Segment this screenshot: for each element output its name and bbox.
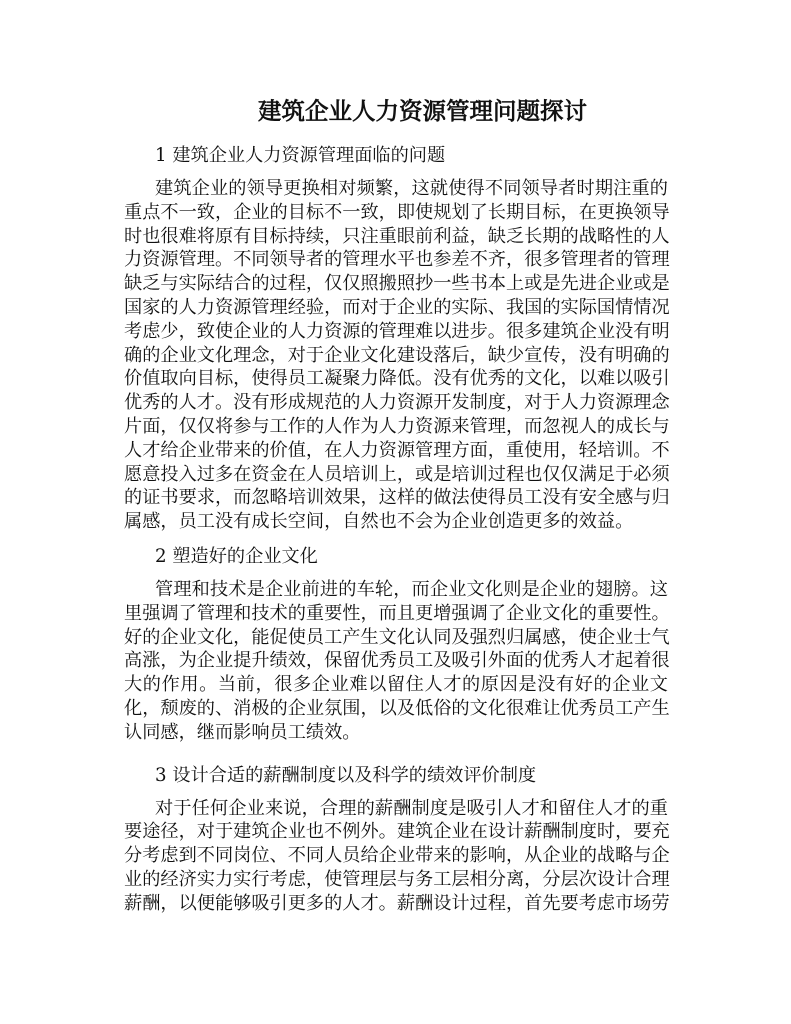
paragraph-line: 要途径，对于建筑企业也不例外。建筑企业在设计薪酬制度时，要充 [124, 821, 670, 843]
section-3 [124, 763, 668, 916]
section-heading: 1 建筑企业人力资源管理面临的问题 [155, 145, 446, 166]
paragraph-line: 认同感，继而影响员工绩效。 [124, 721, 361, 743]
paragraph-line: 大的作用。当前，很多企业难以留住人才的原因是没有好的企业文 [124, 674, 668, 696]
paragraph-line: 愿意投入过多在资金在人员培训上，或是培训过程也仅仅满足于必须 [124, 463, 670, 485]
section-paragraph [124, 578, 668, 745]
paragraph-line: 化，颓废的、消极的企业氛围，以及低俗的文化很难让优秀员工产生 [124, 697, 670, 719]
section-paragraph [124, 797, 668, 916]
paragraph-line: 确的企业文化理念，对于企业文化建设落后，缺少宣传，没有明确的 [124, 344, 670, 366]
paragraph-line: 管理和技术是企业前进的车轮，而企业文化则是企业的翅膀。这 [155, 578, 668, 600]
paragraph-line: 薪酬，以便能够吸引更多的人才。薪酬设计过程，首先要考虑市场劳 [124, 892, 670, 914]
paragraph-line: 对于任何企业来说，合理的薪酬制度是吸引人才和留住人才的重 [155, 797, 668, 819]
paragraph-line: 属感，员工没有成长空间，自然也不会为企业创造更多的效益。 [124, 511, 634, 533]
document-title: 建筑企业人力资源管理问题探讨 [258, 97, 587, 125]
paragraph-line: 国家的人力资源管理经验，而对于企业的实际、我国的实际国情情况 [124, 296, 670, 318]
section-2 [124, 544, 668, 745]
document-body [124, 143, 668, 916]
paragraph-line: 高涨，为企业提升绩效，保留优秀员工及吸引外面的优秀人才起着很 [124, 650, 670, 672]
paragraph-line: 的证书要求，而忽略培训效果，这样的做法使得员工没有安全感与归 [124, 487, 670, 509]
paragraph-line: 重点不一致，企业的目标不一致，即使规划了长期目标，在更换领导 [124, 201, 670, 223]
paragraph-line: 缺乏与实际结合的过程，仅仅照搬照抄一些书本上或是先进企业或是 [124, 273, 670, 295]
paragraph-line: 考虑少，致使企业的人力资源的管理难以进步。很多建筑企业没有明 [124, 320, 670, 342]
section-heading: 3 设计合适的薪酬制度以及科学的绩效评价制度 [155, 764, 537, 786]
paragraph-line: 力资源管理。不同领导者的管理水平也参差不齐，很多管理者的管理 [124, 249, 670, 271]
paragraph-line: 业的经济实力实行考虑，使管理层与务工层相分离，分层次设计合理 [124, 868, 670, 890]
paragraph-line: 价值取向目标，使得员工凝聚力降低。没有优秀的文化，以难以吸引 [124, 368, 670, 390]
paragraph-line: 建筑企业的领导更换相对频繁，这就使得不同领导者时期注重的 [155, 178, 668, 199]
paragraph-line: 人才给企业带来的价值，在人力资源管理方面，重使用，轻培训。不 [124, 439, 670, 461]
paragraph-line: 时也很难将原有目标持续，只注重眼前利益，缺乏长期的战略性的人 [124, 225, 670, 247]
paragraph-line: 优秀的人才。没有形成规范的人力资源开发制度，对于人力资源理念 [124, 392, 670, 414]
paragraph-line: 里强调了管理和技术的重要性，而且更增强调了企业文化的重要性。 [124, 602, 670, 624]
section-paragraph [124, 177, 668, 534]
paragraph-line: 好的企业文化，能促使员工产生文化认同及强烈归属感，使企业士气 [124, 626, 670, 648]
section-1 [124, 143, 668, 534]
section-heading: 2 塑造好的企业文化 [155, 545, 318, 567]
paragraph-line: 片面，仅仅将参与工作的人作为人力资源来管理，而忽视人的成长与 [124, 415, 670, 437]
paragraph-line: 分考虑到不同岗位、不同人员给企业带来的影响，从企业的战略与企 [124, 845, 670, 867]
